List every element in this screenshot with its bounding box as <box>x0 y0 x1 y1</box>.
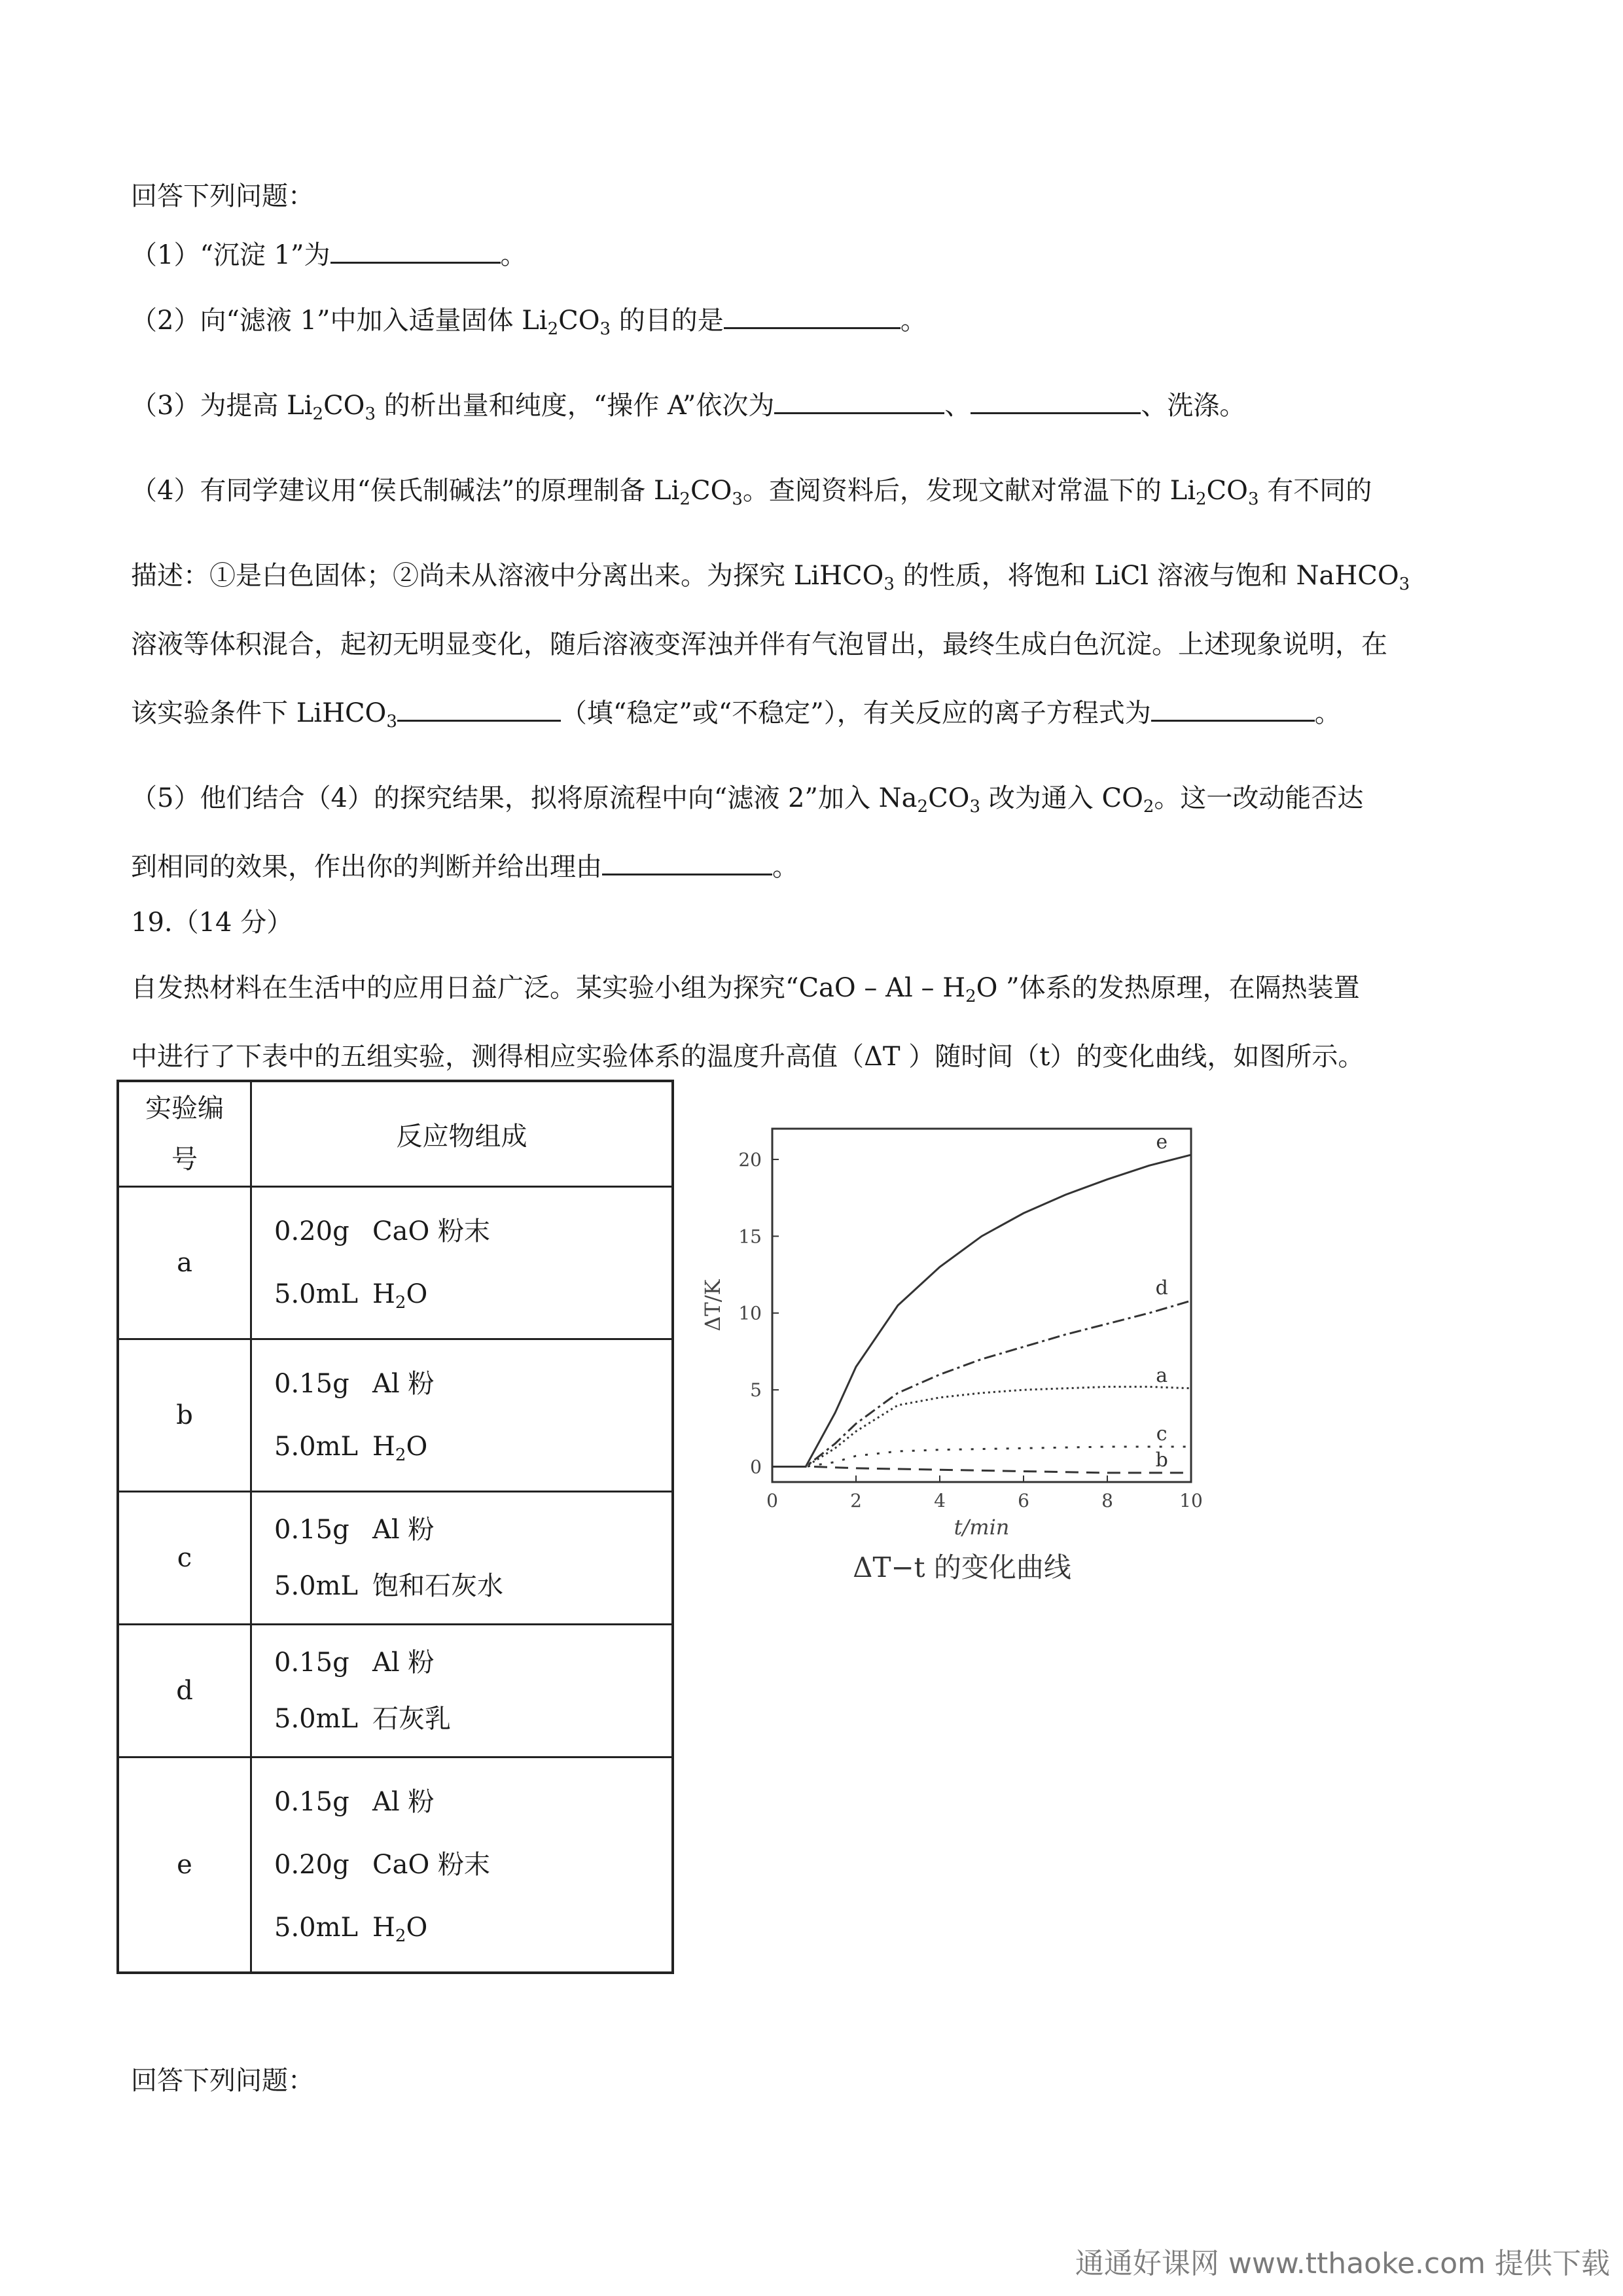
q5-text: 到相同的效果，作出你的判断并给出理由 <box>131 852 602 882</box>
reactant-cell <box>251 1492 673 1625</box>
subscript: 2 <box>395 1293 406 1313</box>
subscript: 3 <box>969 797 981 817</box>
q19-text: O ”体系的发热原理，在隔热装置 <box>976 973 1360 1003</box>
q4-text: （4）有同学建议用“侯氏制碱法”的原理制备 Li <box>131 476 680 506</box>
experiment-table <box>116 1080 674 1974</box>
answer-blank-1[interactable] <box>330 236 501 264</box>
reactant-name: O <box>406 1913 428 1943</box>
q4-text: CO <box>690 476 732 506</box>
series-line-d <box>772 1301 1191 1467</box>
q4-end: 。 <box>1314 698 1341 728</box>
reactant-cell <box>251 1187 673 1339</box>
reactant-amount: 5.0mL <box>274 1913 359 1943</box>
experiment-id: d <box>118 1625 251 1757</box>
subscript: 3 <box>599 319 611 339</box>
header-experiment-id <box>118 1081 251 1187</box>
reactant-item <box>274 1567 671 1605</box>
reactant-name: H <box>372 1913 395 1943</box>
question-1 <box>131 236 527 275</box>
series-label-e: e <box>1156 1130 1168 1154</box>
header-id-line-2: 号 <box>171 1144 198 1174</box>
reactant-amount: 5.0mL <box>274 1279 359 1309</box>
reactant-item <box>274 1644 671 1682</box>
subscript: 2 <box>1196 489 1207 509</box>
reactant-name: Al 粉 <box>372 1515 435 1545</box>
x-tick-label: 8 <box>1101 1490 1113 1511</box>
reactant-item <box>274 1275 671 1313</box>
question-4-line-3: 溶液等体积混合，起初无明显变化，随后溶液变浑浊并伴有气泡冒出，最终生成白色沉淀。上述现象说明，在 <box>131 629 1387 660</box>
subscript: 2 <box>395 1445 406 1465</box>
answer-blank-3a[interactable] <box>774 386 944 414</box>
subscript: 3 <box>883 574 895 594</box>
reactant-name: 饱和石灰水 <box>372 1571 503 1601</box>
x-tick-label: 2 <box>850 1490 862 1511</box>
subscript: 3 <box>365 404 376 424</box>
reactant-name: O <box>406 1432 428 1462</box>
chart-title: ΔT−t 的变化曲线 <box>853 1551 1071 1583</box>
table-row <box>118 1339 673 1492</box>
x-tick-label: 0 <box>766 1490 778 1511</box>
reactant-amount: 0.20g <box>274 1216 349 1246</box>
reactant-amount: 5.0mL <box>274 1432 359 1462</box>
question-3-formula: CO <box>323 391 365 421</box>
question-4-line-2 <box>131 556 1410 595</box>
reactant-name: H <box>372 1279 395 1309</box>
reactant-amount: 5.0mL <box>274 1571 359 1601</box>
subscript: 3 <box>1399 574 1410 594</box>
reactant-name: CaO 粉末 <box>372 1850 490 1880</box>
question-4-line-1 <box>131 471 1372 510</box>
header-id-line-1: 实验编 <box>145 1093 224 1123</box>
y-tick-label: 20 <box>738 1148 762 1171</box>
question-5-line-2 <box>131 847 798 887</box>
q4-text: 描述：①是白色固体；②尚未从溶液中分离出来。为探究 LiHCO <box>131 561 884 591</box>
y-tick-label: 5 <box>750 1379 762 1402</box>
question-3-end: 、洗涤。 <box>1141 391 1246 421</box>
y-tick-label: 10 <box>738 1302 762 1324</box>
reactant-name: Al 粉 <box>372 1787 435 1817</box>
reactant-item <box>274 1909 671 1947</box>
reactant-item <box>274 1212 671 1250</box>
question-2-formula: CO <box>558 306 600 336</box>
series-label-b: b <box>1155 1448 1168 1472</box>
question-3-sep: 、 <box>944 391 971 421</box>
q19-text: 自发热材料在生活中的应用日益广泛。某实验小组为探究“CaO – Al – H <box>131 973 966 1003</box>
q4-text: CO <box>1206 476 1248 506</box>
answer-blank-2[interactable] <box>724 301 901 329</box>
reactant-item <box>274 1511 671 1549</box>
question-2-end: 。 <box>900 306 927 336</box>
subscript: 3 <box>732 489 743 509</box>
reactant-cell <box>251 1339 673 1492</box>
question-3-text: （3）为提高 Li <box>131 391 313 421</box>
reactant-cell <box>251 1757 673 1973</box>
series-line-a <box>772 1386 1191 1466</box>
question-2-text: （2）向“滤液 1”中加入适量固体 Li <box>131 306 548 336</box>
reactant-name: CaO 粉末 <box>372 1216 490 1246</box>
reactant-item <box>274 1365 671 1403</box>
reactant-amount: 5.0mL <box>274 1704 359 1734</box>
reactant-item <box>274 1700 671 1738</box>
question-19-line-1 <box>131 968 1360 1008</box>
x-tick-label: 6 <box>1018 1490 1029 1511</box>
q5-text: （5）他们结合（4）的探究结果，拟将原流程中向“滤液 2”加入 Na <box>131 783 918 813</box>
answer-blank-4b[interactable] <box>1151 694 1315 722</box>
y-axis-label: ΔT/K <box>700 1279 725 1332</box>
question-1-text: （1）“沉淀 1”为 <box>131 240 330 270</box>
table-row <box>118 1492 673 1625</box>
answer-blank-5[interactable] <box>602 847 772 875</box>
reactant-amount: 0.15g <box>274 1515 349 1545</box>
q4-text: （填“稳定”或“不稳定”），有关反应的离子方程式为 <box>560 698 1151 728</box>
table-row <box>118 1625 673 1757</box>
reactant-name: H <box>372 1432 395 1462</box>
experiment-id: e <box>118 1757 251 1973</box>
q5-text: 。这一改动能否达 <box>1154 783 1364 813</box>
subscript: 2 <box>917 797 929 817</box>
x-tick-label: 10 <box>1179 1490 1203 1511</box>
subscript: 2 <box>965 987 976 1006</box>
series-label-a: a <box>1156 1364 1168 1387</box>
series-label-d: d <box>1155 1276 1168 1299</box>
reactant-item <box>274 1428 671 1466</box>
question-19-heading: 19.（14 分） <box>131 908 293 938</box>
question-19-line-2: 中进行了下表中的五组实验，测得相应实验体系的温度升高值（ΔT ）随时间（t）的变化曲线，如图所示。 <box>131 1042 1364 1072</box>
q4-text: 该实验条件下 LiHCO <box>131 698 387 728</box>
q5-text: CO <box>928 783 970 813</box>
q4-text: 的性质，将饱和 LiCl 溶液与饱和 NaHCO <box>894 561 1399 591</box>
reactant-name: Al 粉 <box>372 1369 435 1399</box>
table-row <box>118 1757 673 1973</box>
subscript: 2 <box>679 489 690 509</box>
q4-text: 。查阅资料后，发现文献对常温下的 Li <box>742 476 1196 506</box>
table-row <box>118 1187 673 1339</box>
experiment-id: c <box>118 1492 251 1625</box>
question-1-end: 。 <box>500 240 527 270</box>
y-tick-label: 0 <box>750 1456 762 1478</box>
subscript: 2 <box>1143 797 1154 817</box>
reactant-name: Al 粉 <box>372 1648 435 1678</box>
header-composition: 反应物组成 <box>251 1081 673 1187</box>
q5-end: 。 <box>772 852 798 882</box>
subscript: 2 <box>312 404 324 424</box>
subscript: 2 <box>547 319 559 339</box>
table-header-row <box>118 1081 673 1187</box>
subscript: 2 <box>395 1926 406 1946</box>
closing-prompt: 回答下列问题： <box>131 2066 314 2096</box>
series-line-b <box>772 1467 1191 1473</box>
reactant-amount: 0.15g <box>274 1369 349 1399</box>
subscript: 3 <box>386 712 397 732</box>
delta-t-chart <box>700 1112 1224 1636</box>
question-2 <box>131 301 927 340</box>
reactant-item <box>274 1783 671 1821</box>
experiment-id: b <box>118 1339 251 1492</box>
question-3 <box>131 386 1245 425</box>
reactant-name: 石灰乳 <box>372 1704 451 1734</box>
series-line-c <box>772 1447 1191 1467</box>
reactant-amount: 0.20g <box>274 1850 349 1880</box>
answer-blank-4a[interactable] <box>397 694 561 722</box>
reactant-cell <box>251 1625 673 1757</box>
question-3-text-2: 的析出量和纯度，“操作 A”依次为 <box>376 391 775 421</box>
reactant-amount: 0.15g <box>274 1787 349 1817</box>
series-line-e <box>772 1155 1191 1467</box>
x-axis-label: t/min <box>954 1515 1010 1540</box>
experiment-id: a <box>118 1187 251 1339</box>
q5-text: 改为通入 CO <box>980 783 1143 813</box>
series-label-c: c <box>1156 1422 1168 1445</box>
y-tick-label: 15 <box>738 1226 762 1248</box>
reactant-name: O <box>406 1279 428 1309</box>
answer-prompt: 回答下列问题： <box>131 181 314 211</box>
watermark: 通通好课网 www.tthaoke.com 提供下载 <box>1075 2247 1610 2280</box>
question-5-line-1 <box>131 779 1363 818</box>
question-4-line-4 <box>131 694 1341 733</box>
q4-text: 有不同的 <box>1258 476 1372 506</box>
reactant-item <box>274 1846 671 1884</box>
x-tick-label: 4 <box>934 1490 946 1511</box>
reactant-amount: 0.15g <box>274 1648 349 1678</box>
answer-blank-3b[interactable] <box>971 386 1141 414</box>
plot-frame <box>772 1129 1191 1482</box>
question-2-text-2: 的目的是 <box>611 306 724 336</box>
subscript: 3 <box>1247 489 1259 509</box>
